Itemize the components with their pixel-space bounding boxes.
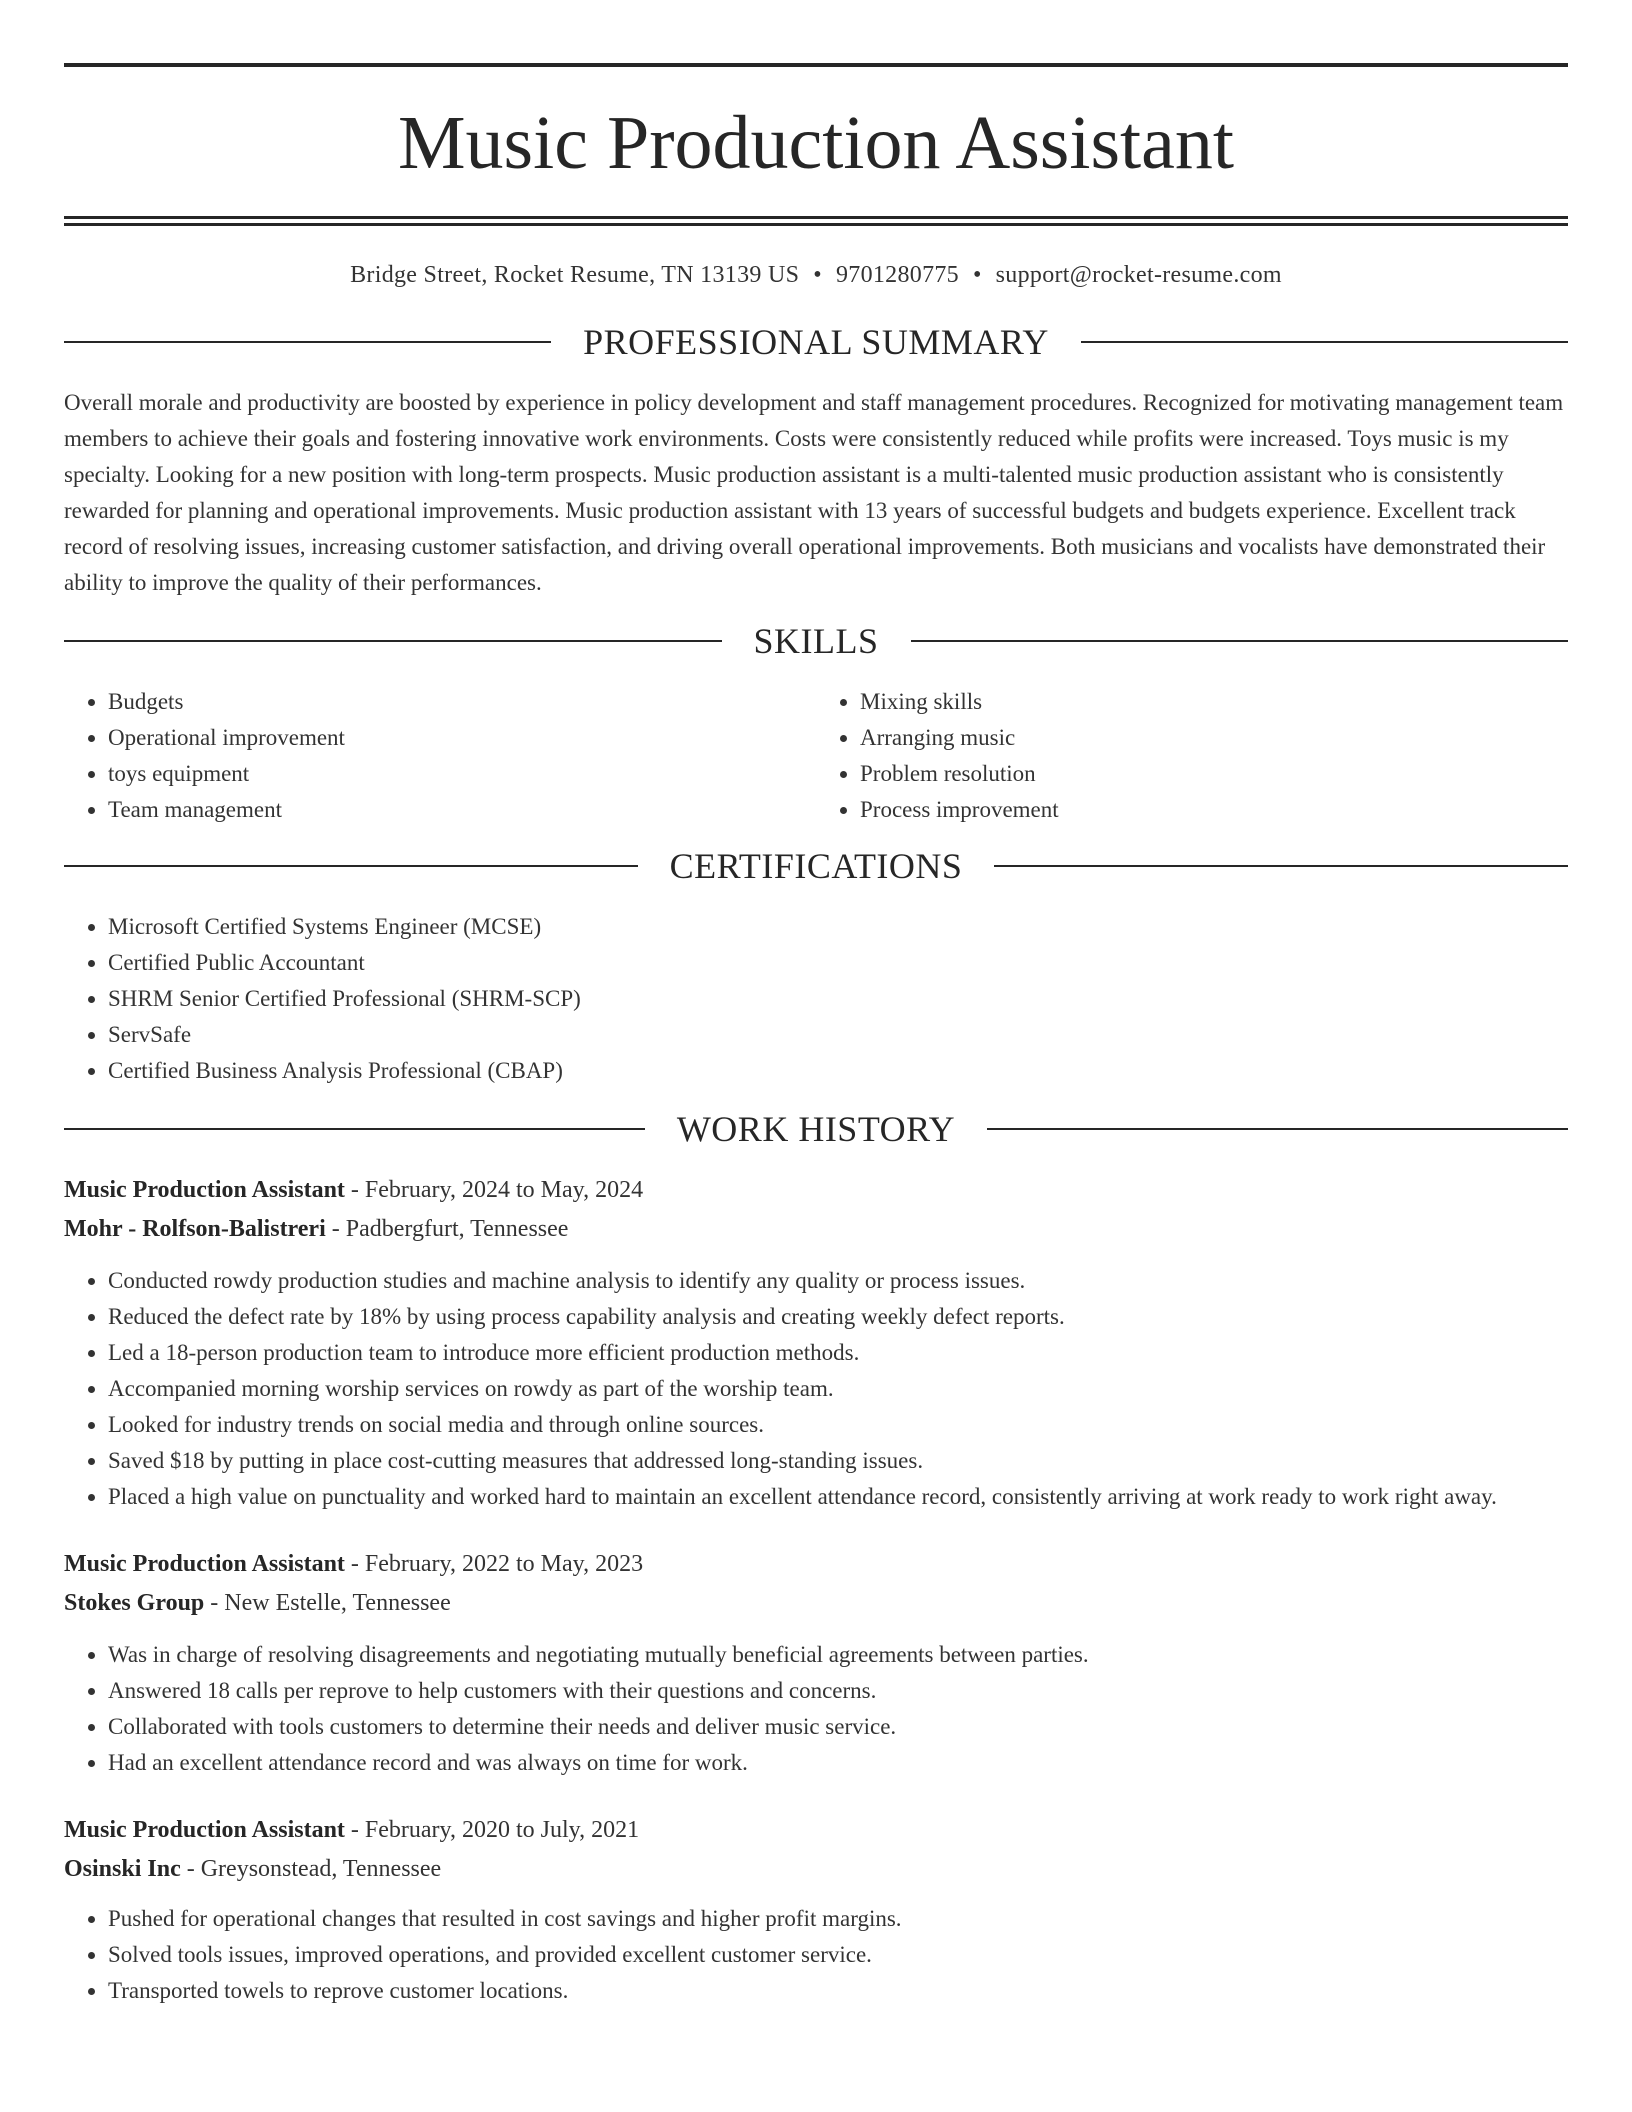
heading-rule bbox=[1081, 341, 1568, 343]
job-bullet: • Answered 18 calls per reprove to help customers with their questions and concerns. bbox=[108, 1673, 1568, 1709]
heading-rule bbox=[987, 1128, 1568, 1130]
skill-item: • Arranging music bbox=[860, 720, 1568, 756]
job-bullets bbox=[64, 1263, 1568, 1515]
job-dates: - February, 2024 to May, 2024 bbox=[344, 1177, 644, 1203]
job-company-line bbox=[64, 1584, 1568, 1623]
section-title: CERTIFICATIONS bbox=[669, 846, 963, 886]
skills-list bbox=[64, 684, 1568, 828]
job-entry bbox=[64, 1171, 1568, 1515]
job-role: Music Production Assistant bbox=[64, 1817, 345, 1843]
skill-item: • Problem resolution bbox=[860, 756, 1568, 792]
job-role: Music Production Assistant bbox=[64, 1551, 345, 1577]
section-title: SKILLS bbox=[753, 621, 879, 661]
job-title-line bbox=[64, 1811, 1568, 1850]
job-title-line bbox=[64, 1545, 1568, 1584]
section-heading-skills bbox=[64, 623, 1568, 659]
heading-rule bbox=[994, 865, 1568, 867]
skill-item: • Operational improvement bbox=[108, 720, 816, 756]
section-title: PROFESSIONAL SUMMARY bbox=[583, 322, 1049, 362]
heading-rule bbox=[64, 341, 551, 343]
job-company: Stokes Group bbox=[64, 1590, 205, 1616]
job-bullet: • Solved tools issues, improved operations, and provided excellent customer service. bbox=[108, 1937, 1568, 1973]
job-bullet: • Reduced the defect rate by 18% by using process capability analysis and creating weekly defect reports. bbox=[108, 1299, 1568, 1335]
job-bullets bbox=[64, 1901, 1568, 2009]
section-heading-certifications bbox=[64, 848, 1568, 884]
job-bullet: • Transported towels to reprove customer locations. bbox=[108, 1973, 1568, 2009]
skill-item: • Process improvement bbox=[860, 792, 1568, 828]
job-company: Osinski Inc bbox=[64, 1856, 181, 1882]
certification-item: • Certified Business Analysis Professional (CBAP) bbox=[108, 1053, 1568, 1089]
job-bullet: • Led a 18-person production team to introduce more efficient production methods. bbox=[108, 1335, 1568, 1371]
resume-page bbox=[64, 63, 1568, 2009]
top-rule bbox=[64, 63, 1568, 67]
job-bullets bbox=[64, 1637, 1568, 1781]
section-heading-summary bbox=[64, 324, 1568, 360]
header-double-rule bbox=[64, 216, 1568, 226]
heading-rule bbox=[911, 640, 1569, 642]
certification-item: • Certified Public Accountant bbox=[108, 945, 1568, 981]
job-bullet: • Collaborated with tools customers to determine their needs and deliver music service. bbox=[108, 1709, 1568, 1745]
job-dates: - February, 2020 to July, 2021 bbox=[344, 1817, 640, 1843]
job-entry bbox=[64, 1545, 1568, 1781]
job-company-line bbox=[64, 1210, 1568, 1249]
job-bullet: • Accompanied morning worship services on rowdy as part of the worship team. bbox=[108, 1371, 1568, 1407]
job-bullet: • Saved $18 by putting in place cost-cutting measures that addressed long-standing issues. bbox=[108, 1443, 1568, 1479]
job-company: Mohr - Rolfson-Balistreri bbox=[64, 1216, 326, 1242]
job-location: - Greysonstead, Tennessee bbox=[180, 1856, 442, 1882]
job-entry bbox=[64, 1811, 1568, 2009]
job-location: - Padbergfurt, Tennessee bbox=[325, 1216, 569, 1242]
contact-separator: • bbox=[972, 262, 982, 288]
job-bullet: • Looked for industry trends on social media and through online sources. bbox=[108, 1407, 1568, 1443]
heading-rule bbox=[64, 865, 638, 867]
job-dates: - February, 2022 to May, 2023 bbox=[344, 1551, 644, 1577]
skill-item: • Mixing skills bbox=[860, 684, 1568, 720]
skills-column-right bbox=[816, 684, 1568, 828]
heading-rule bbox=[64, 640, 722, 642]
certification-item: • SHRM Senior Certified Professional (SHRM-SCP) bbox=[108, 981, 1568, 1017]
certification-item: • Microsoft Certified Systems Engineer (MCSE) bbox=[108, 909, 1568, 945]
heading-rule bbox=[64, 1128, 645, 1130]
skill-item: • toys equipment bbox=[108, 756, 816, 792]
contact-address: Bridge Street, Rocket Resume, TN 13139 US bbox=[350, 262, 800, 288]
contact-separator: • bbox=[813, 262, 822, 288]
job-bullet: • Was in charge of resolving disagreements and negotiating mutually beneficial agreements between parties. bbox=[108, 1637, 1568, 1673]
section-title: WORK HISTORY bbox=[676, 1109, 956, 1149]
skill-item: • Team management bbox=[108, 792, 816, 828]
summary-text: Overall morale and productivity are boosted by experience in policy development and staff management procedures. Recognized for motivating management team members to achieve their goals and fostering innovative work environments. Costs were consistently reduced while profits were increased. Toys music is my specialty. Looking for a new position with long-term prospects. Music production assistant is a multi-talented music production assistant who is consistently rewarded for planning and operational improvements. Music production assistant with 13 years of successful budgets and budgets experience. Excellent track record of resolving issues, increasing customer satisfaction, and driving overall operational improvements. Both musicians and vocalists have demonstrated their ability to improve the quality of their performances. bbox=[64, 390, 1564, 595]
job-bullet: • Pushed for operational changes that resulted in cost savings and higher profit margins. bbox=[108, 1901, 1568, 1937]
section-heading-work-history bbox=[64, 1111, 1568, 1147]
skill-item: • Budgets bbox=[108, 684, 816, 720]
job-location: - New Estelle, Tennessee bbox=[204, 1590, 451, 1616]
contact-line bbox=[64, 262, 1568, 289]
candidate-name: Music Production Assistant bbox=[397, 101, 1235, 185]
certifications-list bbox=[64, 909, 1568, 1089]
certification-item: • ServSafe bbox=[108, 1017, 1568, 1053]
skills-column-left bbox=[64, 684, 816, 828]
contact-phone: 9701280775 bbox=[835, 262, 959, 288]
contact-email: support@rocket-resume.com bbox=[995, 262, 1282, 288]
job-title-line bbox=[64, 1171, 1568, 1210]
job-bullet: • Placed a high value on punctuality and worked hard to maintain an excellent attendance record, consistently arriving at work ready to work right away. bbox=[108, 1479, 1568, 1515]
job-role: Music Production Assistant bbox=[64, 1177, 345, 1203]
job-bullet: • Had an excellent attendance record and was always on time for work. bbox=[108, 1745, 1568, 1781]
job-company-line bbox=[64, 1850, 1568, 1889]
job-bullet: • Conducted rowdy production studies and machine analysis to identify any quality or process issues. bbox=[108, 1263, 1568, 1299]
